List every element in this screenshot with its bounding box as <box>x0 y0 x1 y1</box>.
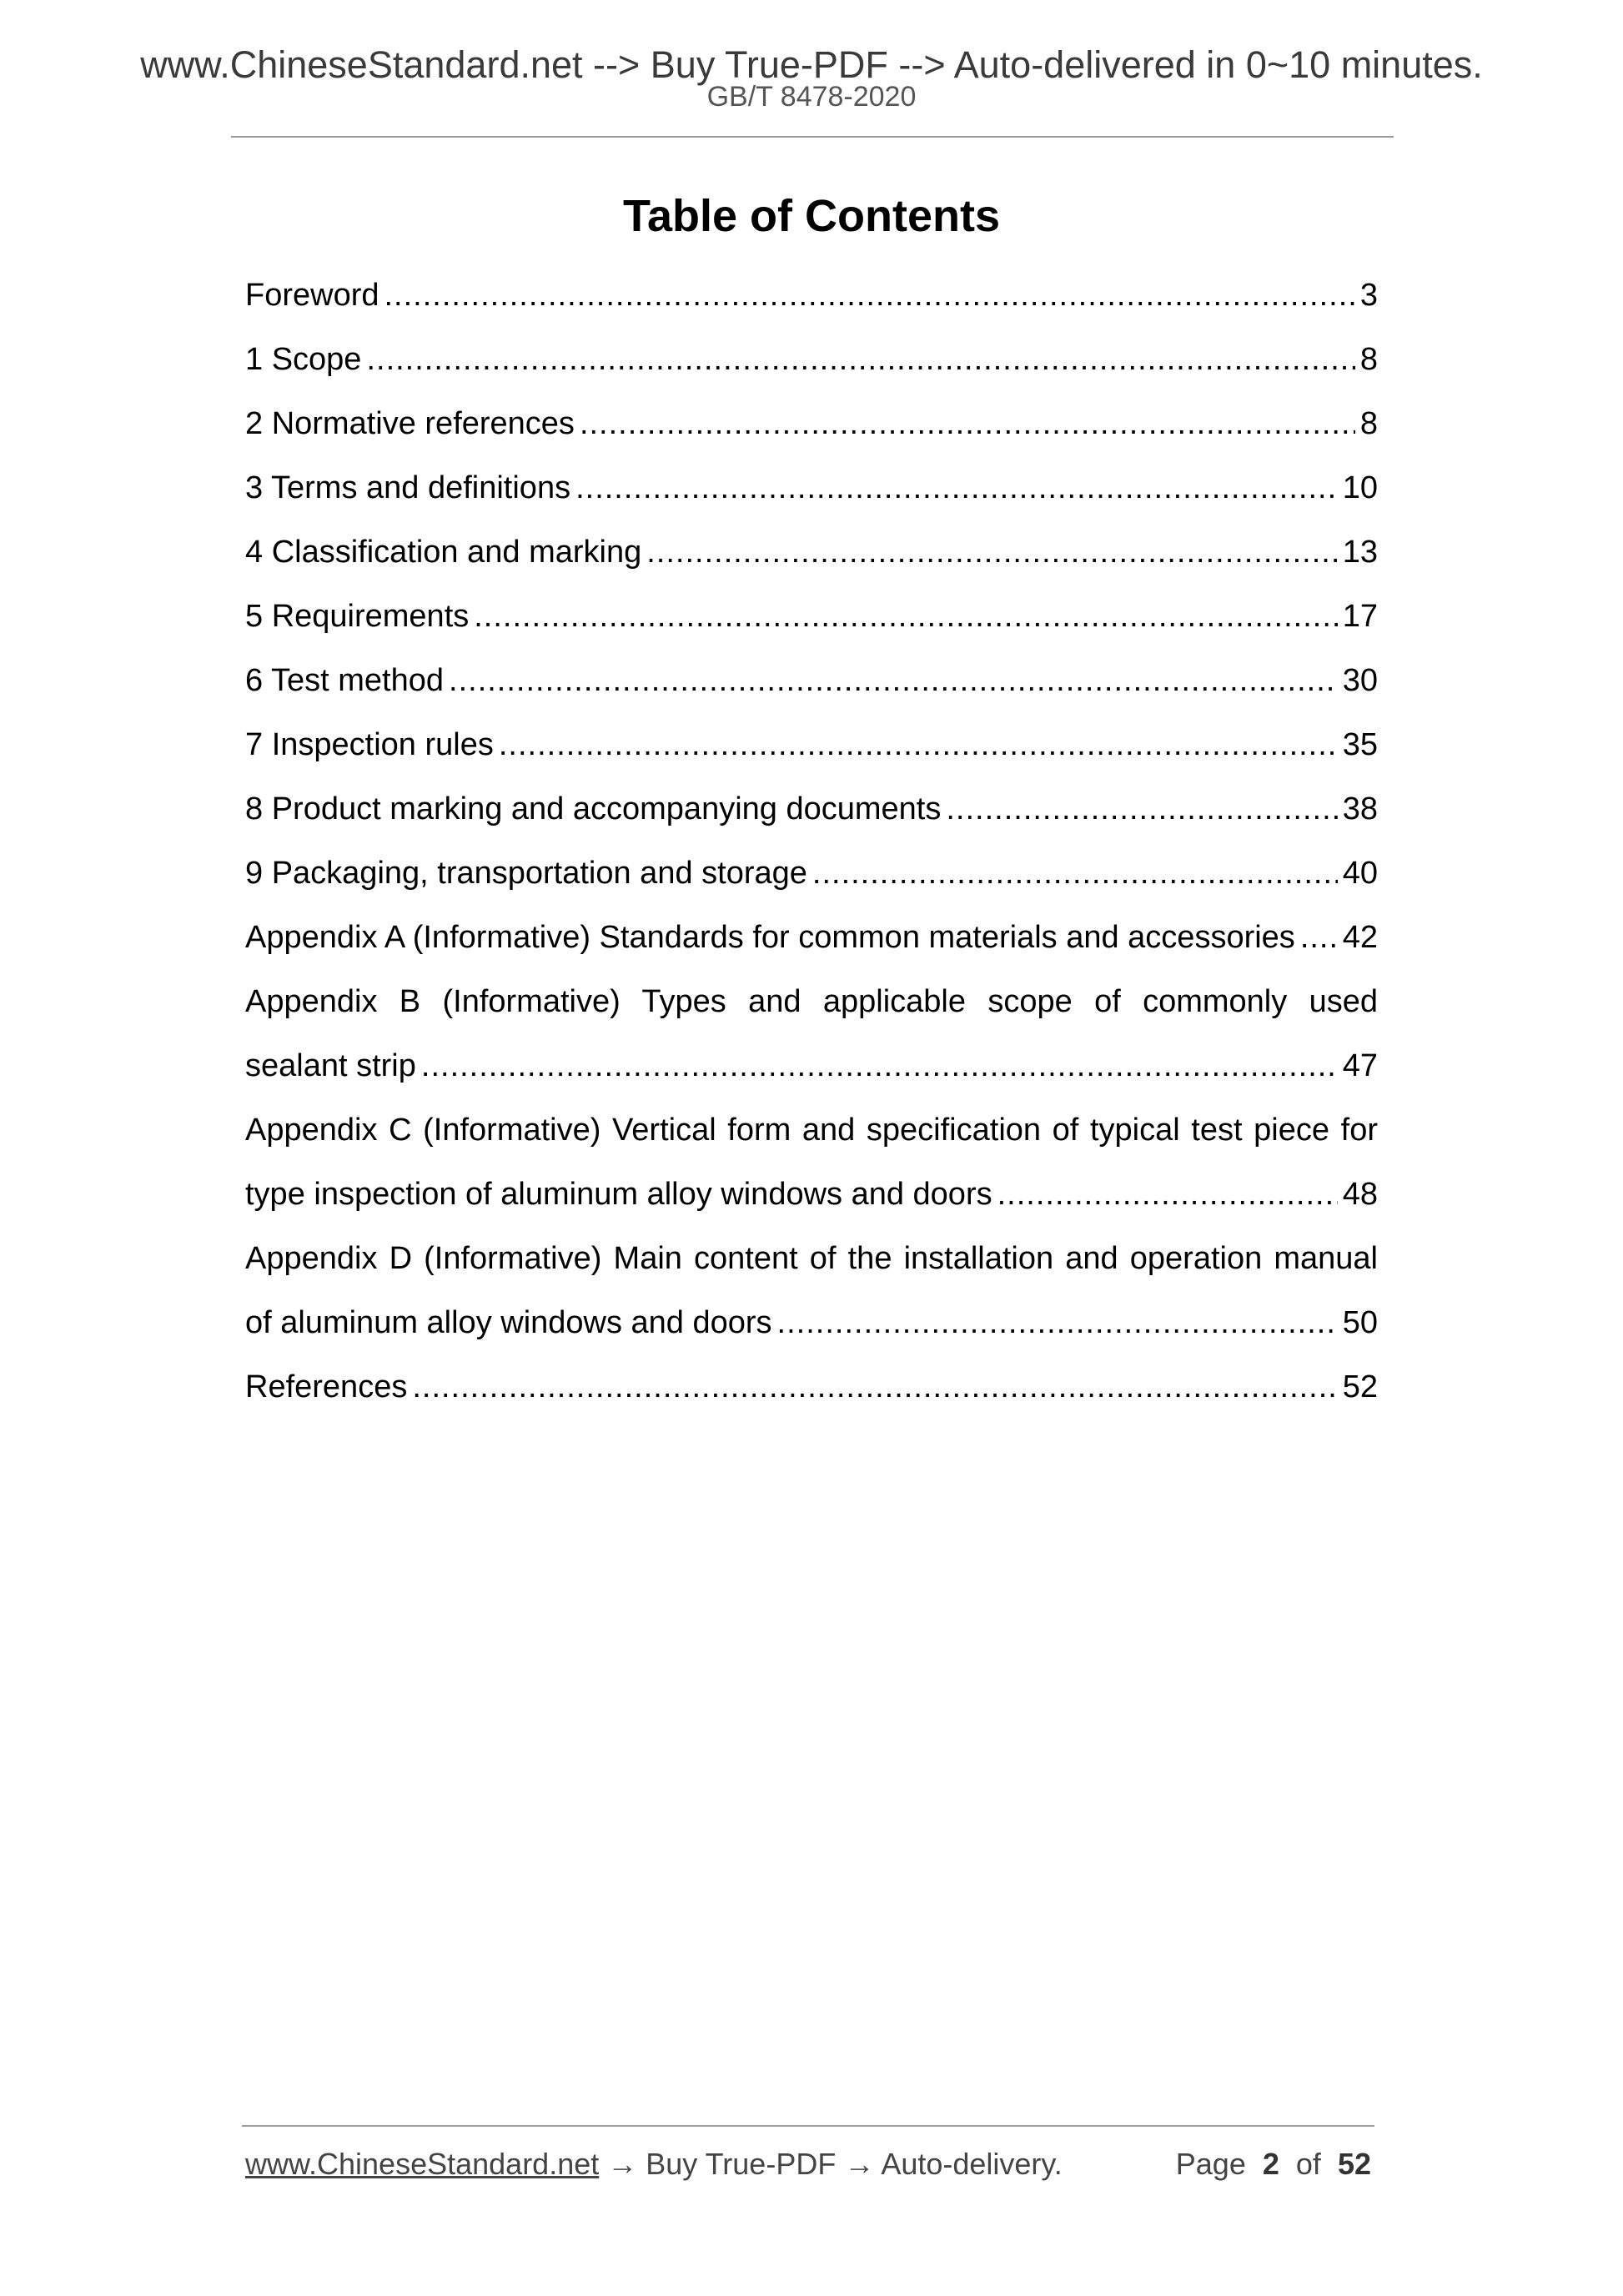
toc-entry-requirements[interactable] <box>245 585 1378 649</box>
toc-entry-appendix-b-line1[interactable]: Appendix B (Informative) Types and applicable scope of commonly used <box>245 984 1378 1019</box>
page-total: 52 <box>1337 2147 1371 2181</box>
toc-entry-appendix-d-line1[interactable]: Appendix D (Informative) Main content of the installation and operation manual <box>245 1241 1378 1276</box>
toc-entry-inspection-rules[interactable] <box>245 713 1378 777</box>
toc-entry-text: 1 Scope <box>245 342 362 377</box>
toc-entry-text: Appendix A (Informative) Standards for common materials and accessories <box>245 920 1295 955</box>
toc-entry-text: Foreword <box>245 278 379 313</box>
page-footer <box>245 2143 1371 2185</box>
toc-entry-packaging[interactable] <box>245 842 1378 906</box>
toc-entry-references[interactable] <box>245 1355 1378 1419</box>
dot-leader <box>575 456 1338 520</box>
toc-entry-appendix-d[interactable] <box>245 1291 1378 1355</box>
footer-divider <box>242 2125 1374 2127</box>
toc-entry-text: References <box>245 1369 408 1404</box>
page-current: 2 <box>1262 2147 1279 2181</box>
toc-entry-page: 17 <box>1342 599 1378 634</box>
toc-entry-text: of aluminum alloy windows and doors <box>245 1305 772 1340</box>
toc-entry-foreword[interactable] <box>245 264 1378 328</box>
toc-entry-text: sealant strip <box>245 1048 416 1083</box>
toc-entry-text: 8 Product marking and accompanying documents <box>245 791 942 826</box>
page-indicator <box>1176 2143 1371 2185</box>
dot-leader <box>449 649 1338 713</box>
toc-title: Table of Contents <box>623 191 1000 241</box>
toc-entry-appendix-a[interactable] <box>245 906 1378 970</box>
toc-entry-appendix-b[interactable] <box>245 1034 1378 1098</box>
toc-entry-text: 4 Classification and marking <box>245 535 642 570</box>
toc-entry-terms-and-definitions[interactable] <box>245 456 1378 520</box>
toc-entry-text: 2 Normative references <box>245 406 575 441</box>
toc-entry-page: 40 <box>1342 856 1378 891</box>
toc-entry-text: 9 Packaging, transportation and storage <box>245 856 807 891</box>
toc-entry-page: 8 <box>1359 406 1378 441</box>
table-of-contents <box>245 264 1378 1419</box>
toc-entry-page: 13 <box>1342 535 1378 570</box>
toc-entry-page: 52 <box>1342 1369 1378 1404</box>
toc-entry-text: 7 Inspection rules <box>245 727 494 762</box>
toc-entry-page: 10 <box>1342 470 1378 505</box>
footer-tagline: → Buy True-PDF → Auto-delivery. <box>599 2147 1063 2181</box>
site-banner: www.ChineseStandard.net --> Buy True-PDF --> Auto-delivered in 0~10 minutes. <box>140 43 1483 86</box>
dot-leader <box>499 713 1338 777</box>
dot-leader <box>946 777 1337 842</box>
toc-entry-page: 38 <box>1342 791 1378 826</box>
toc-entry-product-marking[interactable] <box>245 777 1378 842</box>
page-of-label: of <box>1295 2147 1321 2181</box>
dot-leader <box>421 1034 1338 1098</box>
toc-entry-text: 6 Test method <box>245 663 445 698</box>
dot-leader <box>777 1291 1338 1355</box>
dot-leader <box>812 842 1338 906</box>
dot-leader <box>646 520 1337 585</box>
toc-entry-page: 3 <box>1359 278 1378 313</box>
toc-entry-page: 8 <box>1359 342 1378 377</box>
dot-leader <box>412 1355 1337 1419</box>
toc-entry-text: 5 Requirements <box>245 599 470 634</box>
dot-leader <box>384 264 1355 328</box>
toc-entry-normative-references[interactable] <box>245 392 1378 456</box>
toc-entry-page: 42 <box>1342 920 1378 955</box>
dot-leader <box>474 585 1337 649</box>
toc-entry-scope[interactable] <box>245 328 1378 392</box>
toc-entry-page: 48 <box>1342 1177 1378 1212</box>
document-code: GB/T 8478-2020 <box>706 81 917 113</box>
toc-entry-appendix-c-line1[interactable]: Appendix C (Informative) Vertical form and specification of typical test piece for <box>245 1113 1378 1148</box>
footer-site-link[interactable]: www.ChineseStandard.net <box>245 2147 600 2181</box>
header-divider <box>231 136 1394 138</box>
toc-entry-page: 35 <box>1342 727 1378 762</box>
dot-leader <box>580 392 1355 456</box>
toc-entry-text: 3 Terms and definitions <box>245 470 571 505</box>
toc-entry-page: 47 <box>1342 1048 1378 1083</box>
page-label: Page <box>1175 2147 1246 2181</box>
toc-entry-test-method[interactable] <box>245 649 1378 713</box>
dot-leader <box>997 1163 1338 1227</box>
toc-entry-appendix-c[interactable] <box>245 1163 1378 1227</box>
toc-entry-page: 30 <box>1342 663 1378 698</box>
dot-leader <box>366 328 1354 392</box>
toc-entry-classification-and-marking[interactable] <box>245 520 1378 585</box>
dot-leader <box>1300 906 1338 970</box>
toc-entry-page: 50 <box>1342 1305 1378 1340</box>
toc-entry-text: type inspection of aluminum alloy windows and doors <box>245 1177 992 1212</box>
